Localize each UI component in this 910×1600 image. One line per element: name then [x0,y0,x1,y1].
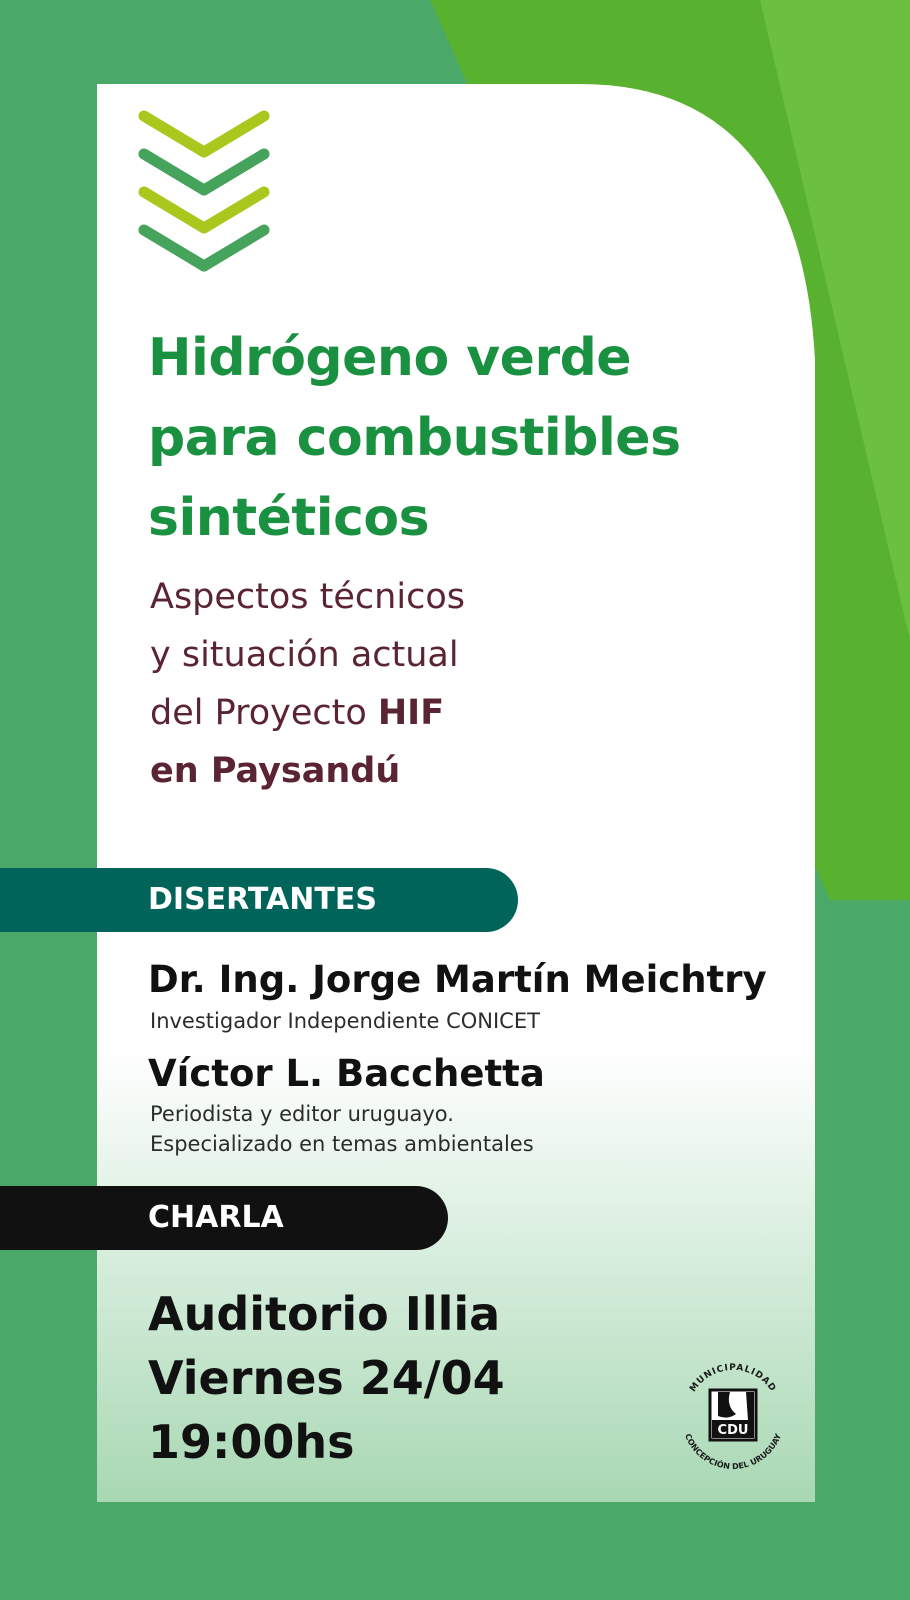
event-title [148,318,681,558]
subtitle-highlight: HIF [377,693,445,733]
event-date: Viernes 24/04 [148,1351,505,1405]
charla-label: CHARLA [148,1200,284,1235]
title-line: Hidrógeno verde [148,328,632,388]
logo-badge-text: CDU [717,1423,749,1438]
chevron-logo-icon [138,108,278,283]
municipality-logo [668,1350,798,1480]
event-time: 19:00hs [148,1415,355,1469]
speaker-name: Dr. Ing. Jorge Martín Meichtry [148,958,767,1001]
event-details [148,1282,505,1474]
speaker-description: Especializado en temas ambientales [150,1132,534,1156]
disertantes-label: DISERTANTES [148,882,377,917]
subtitle-line: y situación actual [150,635,459,675]
speaker-description: Investigador Independiente CONICET [150,1009,540,1033]
event-venue: Auditorio Illia [148,1287,501,1341]
logo-bottom-text: CONCEPCIÓN DEL URUGUAY [683,1432,783,1472]
charla-banner [0,1186,448,1250]
subtitle-line: Aspectos técnicos [150,577,465,617]
logo-top-text: MUNICIPALIDAD [688,1362,778,1395]
speaker-description: Periodista y editor uruguayo. [150,1102,454,1126]
event-subtitle [150,568,465,800]
title-line: para combustibles [148,408,681,468]
disertantes-banner [0,868,518,932]
subtitle-line: del Proyecto [150,693,378,733]
speaker-name: Víctor L. Bacchetta [148,1052,545,1095]
title-line: sintéticos [148,488,430,548]
subtitle-line: en Paysandú [150,751,401,791]
